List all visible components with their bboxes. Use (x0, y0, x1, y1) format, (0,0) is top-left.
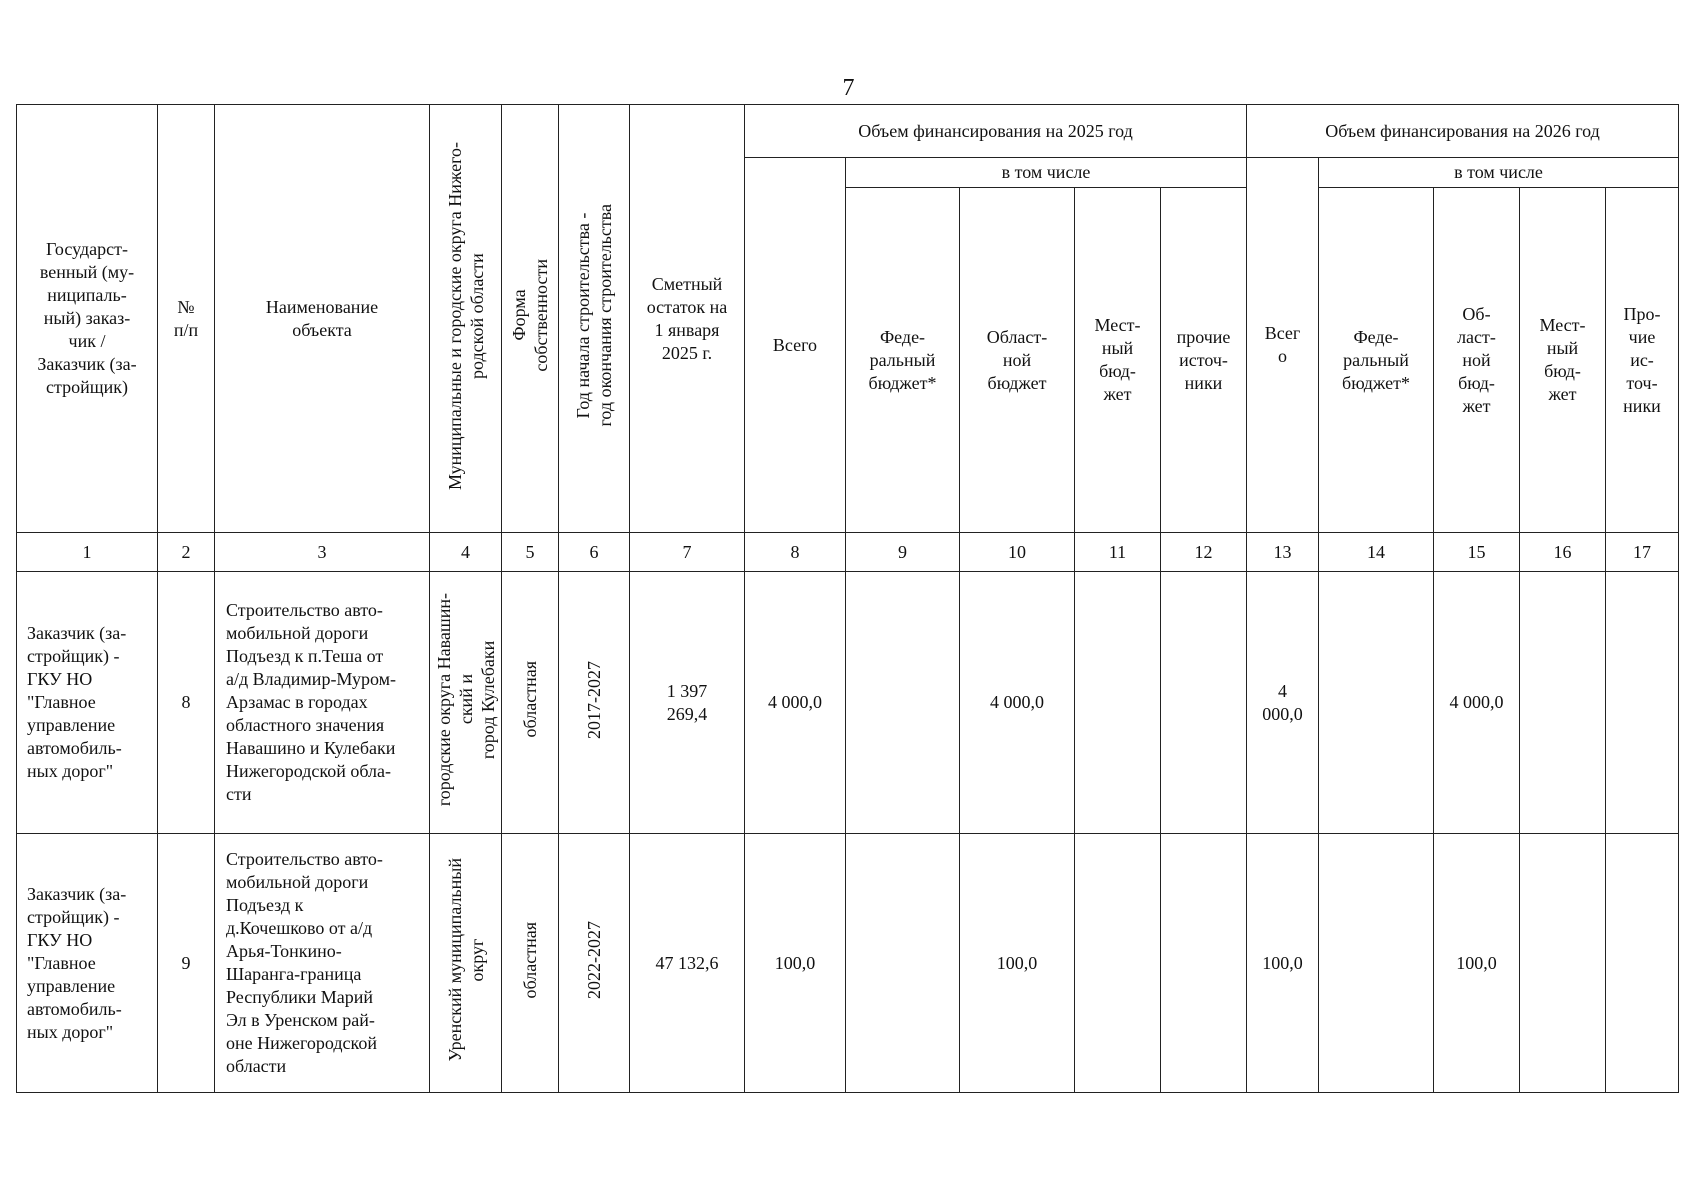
header-ownership: Форма собственности (502, 105, 559, 533)
header-row-1 (17, 105, 1679, 158)
cell-other-2025 (1161, 834, 1247, 1093)
cell-local-2026 (1520, 834, 1606, 1093)
column-number: 13 (1247, 533, 1319, 572)
cell-federal-2026 (1319, 572, 1434, 834)
column-number: 1 (17, 533, 158, 572)
cell-municipal: городские округа Навашин- ский и город Кулебаки (430, 572, 502, 834)
header-years: Год начала строительства - год окончания строительства (559, 105, 630, 533)
column-number: 7 (630, 533, 745, 572)
cell-total-2025: 100,0 (745, 834, 846, 1093)
cell-regional-2026: 4 000,0 (1434, 572, 1520, 834)
cell-estimate: 1 397 269,4 (630, 572, 745, 834)
header-federal-2026: Феде- ральный бюджет* (1319, 188, 1434, 533)
cell-regional-2025: 4 000,0 (960, 572, 1075, 834)
cell-estimate: 47 132,6 (630, 834, 745, 1093)
column-number: 4 (430, 533, 502, 572)
cell-years: 2022-2027 (559, 834, 630, 1093)
column-number: 6 (559, 533, 630, 572)
cell-object-name: Строительство авто- мобильной дороги Подъезд к д.Кочешково от а/д Арья-Тонкино- Шаранга-граница Республики Марий Эл в Уренском рай- оне Нижегородской области (215, 834, 430, 1093)
header-object-name: Наименование объекта (215, 105, 430, 533)
column-number: 16 (1520, 533, 1606, 572)
cell-local-2025 (1075, 834, 1161, 1093)
column-number: 14 (1319, 533, 1434, 572)
cell-other-2026 (1606, 834, 1679, 1093)
column-number: 9 (846, 533, 960, 572)
header-total-2026: Всег о (1247, 158, 1319, 533)
cell-municipal: Уренский муниципальный округ (430, 834, 502, 1093)
cell-customer: Заказчик (за- стройщик) - ГКУ НО "Главное управление автомобиль- ных дорог" (17, 572, 158, 834)
cell-federal-2026 (1319, 834, 1434, 1093)
cell-total-2026: 4 000,0 (1247, 572, 1319, 834)
cell-number: 8 (158, 572, 215, 834)
header-regional-2025: Област- ной бюджет (960, 188, 1075, 533)
table-row (17, 572, 1679, 834)
header-other-2025: прочие источ- ники (1161, 188, 1247, 533)
cell-ownership: областная (502, 834, 559, 1093)
cell-local-2025 (1075, 572, 1161, 834)
header-federal-2025: Феде- ральный бюджет* (846, 188, 960, 533)
cell-number: 9 (158, 834, 215, 1093)
cell-other-2026 (1606, 572, 1679, 834)
header-fin-2026: Объем финансирования на 2026 год (1247, 105, 1679, 158)
cell-local-2026 (1520, 572, 1606, 834)
cell-federal-2025 (846, 572, 960, 834)
cell-object-name: Строительство авто- мобильной дороги Подъезд к п.Теша от а/д Владимир-Муром- Арзамас в городах областного значения Навашино и Кулебаки Нижегородской обла- сти (215, 572, 430, 834)
header-fin-2025: Объем финансирования на 2025 год (745, 105, 1247, 158)
cell-years: 2017-2027 (559, 572, 630, 834)
header-local-2026: Мест- ный бюд- жет (1520, 188, 1606, 533)
column-number: 12 (1161, 533, 1247, 572)
header-other-2026: Про- чие ис- точ- ники (1606, 188, 1679, 533)
header-estimate: Сметный остаток на 1 января 2025 г. (630, 105, 745, 533)
header-including-2025: в том числе (846, 158, 1247, 188)
cell-other-2025 (1161, 572, 1247, 834)
column-number: 17 (1606, 533, 1679, 572)
cell-regional-2026: 100,0 (1434, 834, 1520, 1093)
column-number: 10 (960, 533, 1075, 572)
cell-regional-2025: 100,0 (960, 834, 1075, 1093)
page-number: 7 (842, 75, 855, 101)
column-number: 5 (502, 533, 559, 572)
cell-total-2025: 4 000,0 (745, 572, 846, 834)
cell-customer: Заказчик (за- стройщик) - ГКУ НО "Главное управление автомобиль- ных дорог" (17, 834, 158, 1093)
column-number: 11 (1075, 533, 1161, 572)
column-number: 15 (1434, 533, 1520, 572)
cell-total-2026: 100,0 (1247, 834, 1319, 1093)
header-local-2025: Мест- ный бюд- жет (1075, 188, 1161, 533)
column-number-row (17, 533, 1679, 572)
column-number: 8 (745, 533, 846, 572)
header-including-2026: в том числе (1319, 158, 1679, 188)
header-customer: Государст- венный (му- ниципаль- ный) заказ- чик / Заказчик (за- стройщик) (17, 105, 158, 533)
financing-table (16, 104, 1679, 1093)
column-number: 2 (158, 533, 215, 572)
column-number: 3 (215, 533, 430, 572)
header-number: № п/п (158, 105, 215, 533)
header-regional-2026: Об- ласт- ной бюд- жет (1434, 188, 1520, 533)
cell-federal-2025 (846, 834, 960, 1093)
table-row (17, 834, 1679, 1093)
header-municipal: Муниципальные и городские округа Нижего- родской области (430, 105, 502, 533)
cell-ownership: областная (502, 572, 559, 834)
header-total-2025: Всего (745, 158, 846, 533)
